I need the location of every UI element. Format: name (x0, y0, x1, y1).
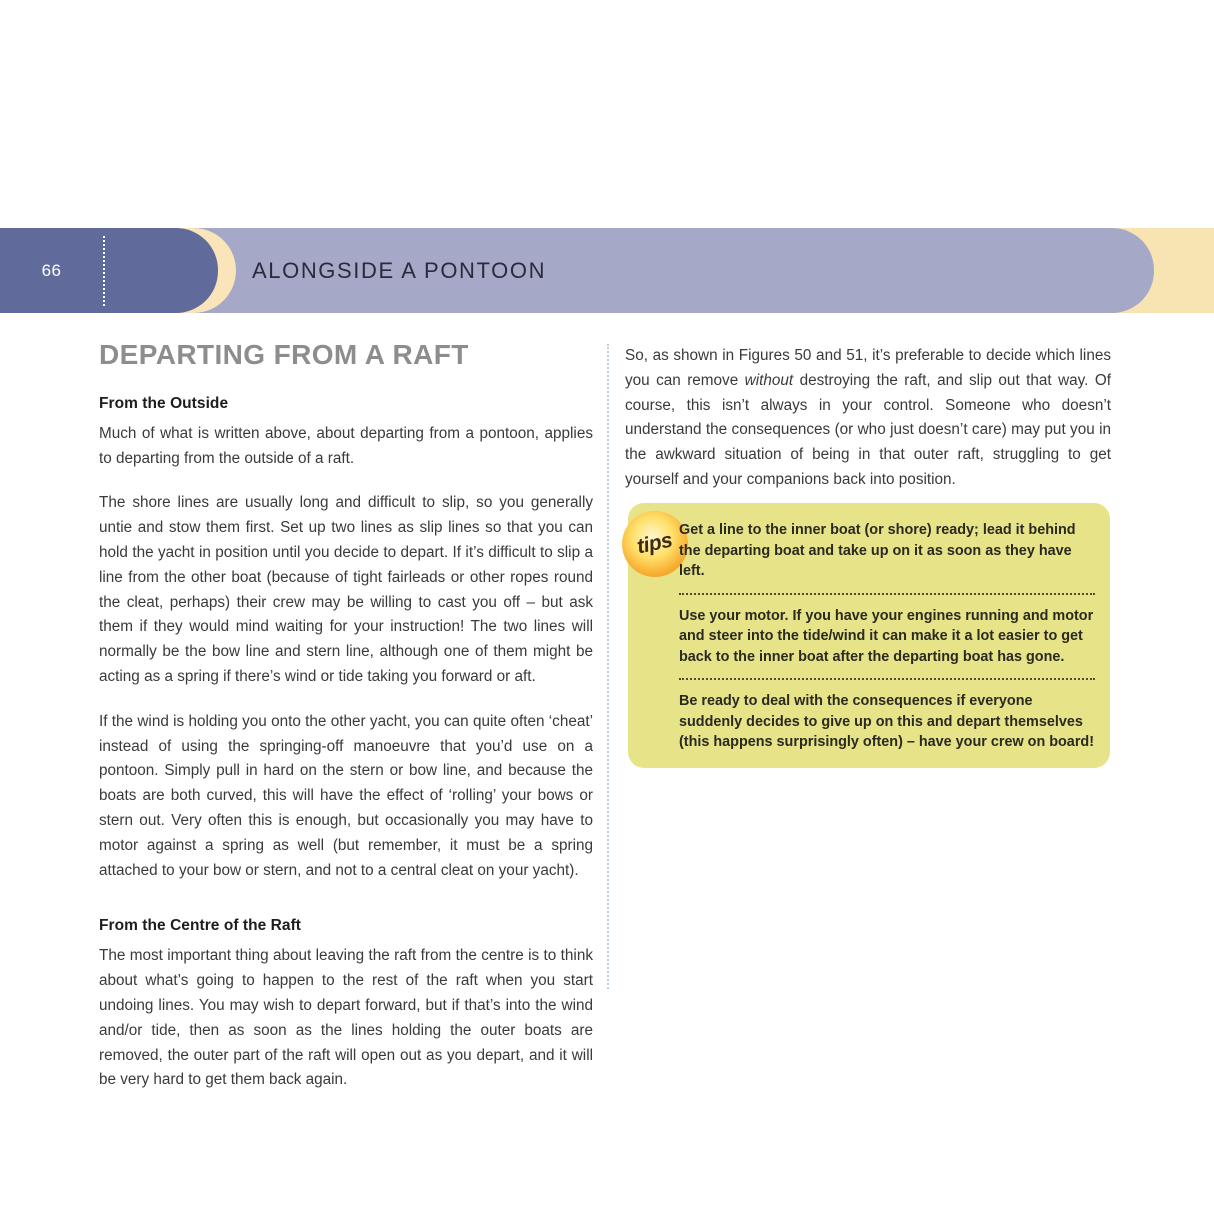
page-header-band (0, 228, 1214, 313)
paragraph-outside-intro: Much of what is written above, about departing from a pontoon, applies to departing from the outside of a raft. (99, 424, 593, 467)
left-text-column (99, 340, 593, 1093)
paragraph-centre-raft: The most important thing about leaving the raft from the centre is to think about what’s going to happen to the rest of the raft when you start undoing lines. You may wish to depart forward, but if that’s into the wind and/or tide, then as soon as the lines holding the outer boats are removed, the outer part of the raft will open out as you depart, and it will be very hard to get them back again. (99, 947, 593, 1089)
paragraph-figures-part2: destroying the raft, and slip out that way. Of course, this isn’t always in your control. Someone who doesn’t understand the consequences (or who just doesn’t care) may put you in the awkward situation of being in that outer raft, struggling to get yourself and your companions back into position. (625, 371, 1111, 488)
paragraph-figures-part1: So, as shown in Figures 50 and 51, it’s preferable to decide which lines you can remove (625, 347, 1111, 389)
header-dotted-rule (103, 236, 105, 306)
page-title: DEPARTING FROM A RAFT (99, 339, 469, 370)
right-text-column (625, 344, 1111, 493)
column-divider-dotted-rule (607, 344, 609, 989)
tip-separator (679, 593, 1095, 595)
tip-item: Get a line to the inner boat (or shore) ready; lead it behind the departing boat and take up on it as soon as they have left. (679, 522, 1076, 579)
tip-item: Be ready to deal with the consequences if everyone suddenly decides to give up on this and depart themselves (this happens surprisingly often) – have your crew on board! (679, 693, 1094, 750)
page-number: 66 (41, 260, 62, 280)
subheading-from-the-centre: From the Centre of the Raft (99, 917, 301, 935)
tips-list (679, 520, 1095, 753)
paragraph-figures-reference (625, 344, 1111, 493)
tip-item: Use your motor. If you have your engines running and motor and steer into the tide/wind it can make it a lot easier to get back to the inner boat after the departing boat has gone. (679, 607, 1094, 665)
tips-badge-label: tips (635, 528, 675, 559)
running-head-title: ALONGSIDE A PONTOON (252, 257, 547, 283)
tip-separator (679, 678, 1095, 680)
subheading-from-the-outside: From the Outside (99, 394, 229, 412)
paragraph-figures-emphasis: without (744, 371, 794, 389)
paragraph-wind-holding: If the wind is holding you onto the other yacht, you can quite often ‘cheat’ instead of using the springing-off manoeuvre that you’d use on a pontoon. Simply pull in hard on the stern or bow line, and because the boats are both curved, this will have the effect of ‘rolling’ your bows or stern out. Very often this is enough, but occasionally you may have to motor against a spring as well (but remember, it must be a spring attached to your bow or stern, and not to a central cleat on your yacht). (99, 712, 593, 879)
paragraph-shore-lines: The shore lines are usually long and difficult to slip, so you generally untie and stow them first. Set up two lines as slip lines so that you can hold the yacht in position until you decide to depart. If it’s difficult to slip a line from the other boat (because of tight fairleads or other ropes round the cleat, perhaps) their crew may be willing to cast you off – but ask them if they would mind waiting for your instruction! The two lines will normally be the bow line and stern line, although one of them might be acting as a spring if there’s wind or tide taking you forward or aft. (99, 494, 593, 685)
tips-callout-box (628, 503, 1110, 768)
